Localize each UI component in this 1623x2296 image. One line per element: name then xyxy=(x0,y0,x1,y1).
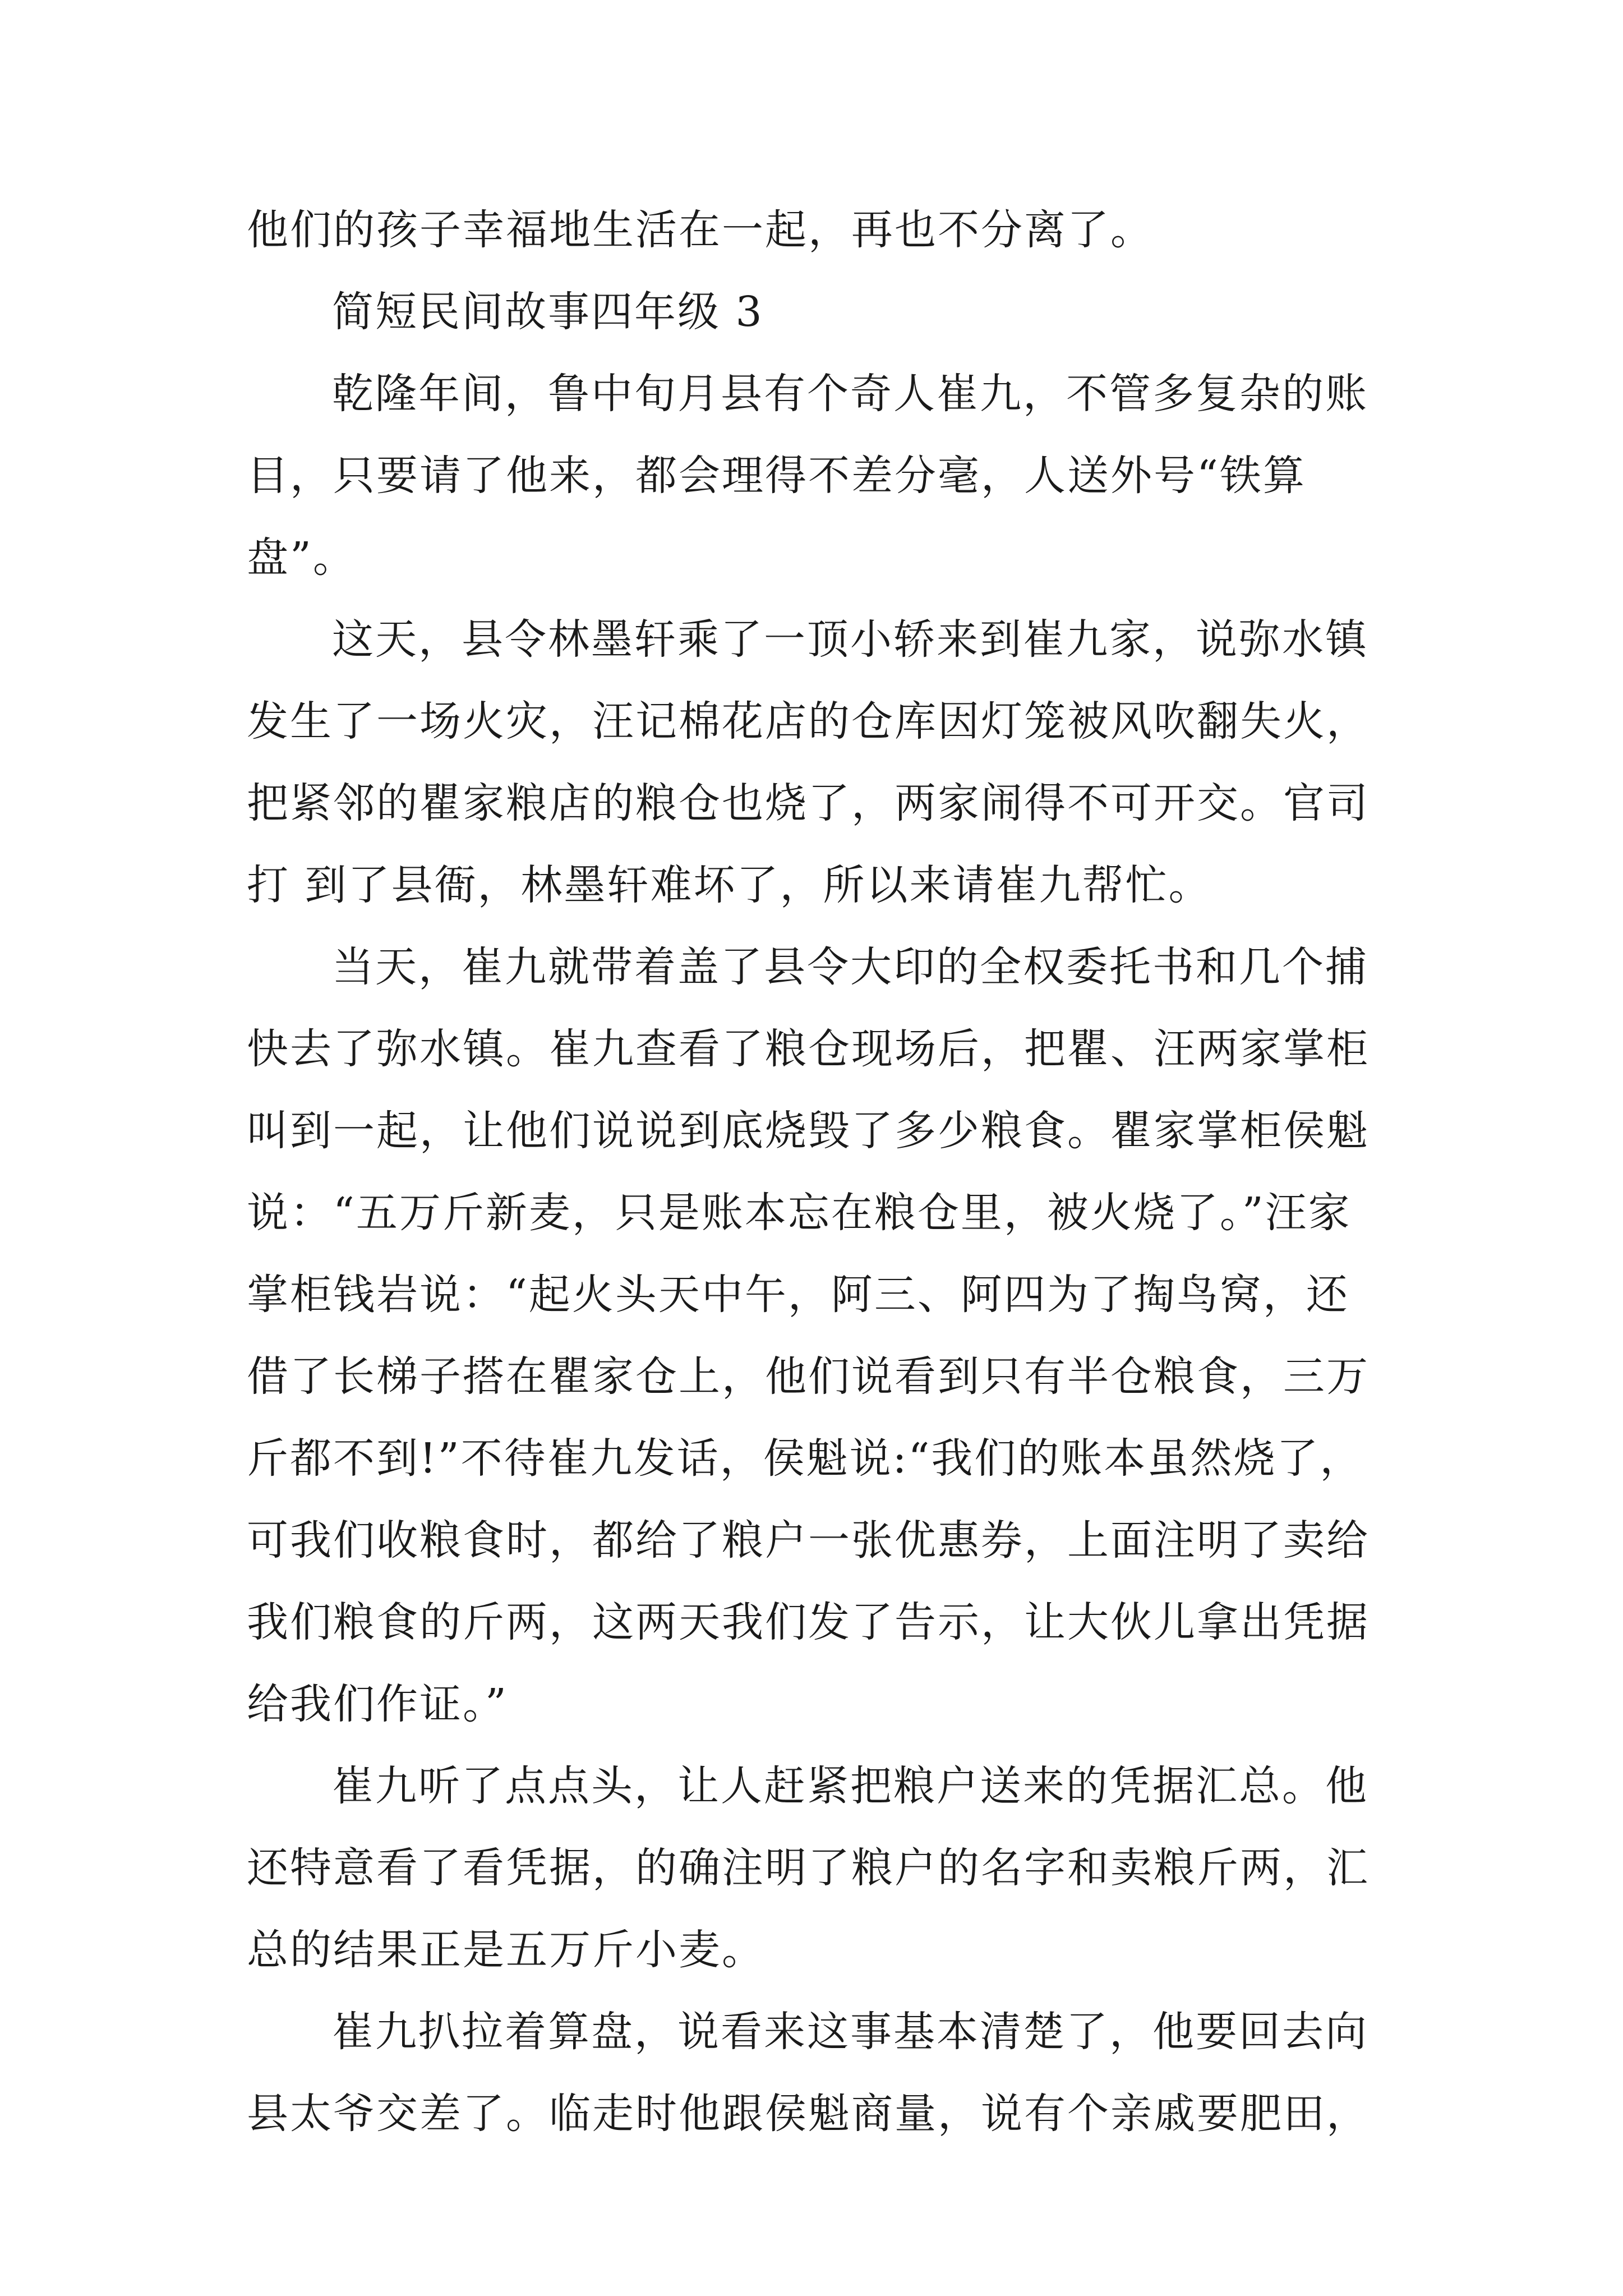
text-line: 我们粮食的斤两，这两天我们发了告示，让大伙儿拿出凭据 xyxy=(247,1598,1370,1646)
text-line: 目，只要请了他来，都会理得不差分毫，人送外号“铁算 xyxy=(247,452,1306,500)
text-line: 说：“五万斤新麦，只是账本忘在粮仓里，被火烧了。”汪家 xyxy=(247,1189,1352,1237)
text-line: 乾隆年间，鲁中旬月县有个奇人崔九，不管多复杂的账 xyxy=(332,370,1368,418)
text-line: 可我们收粮食时，都给了粮户一张优惠券，上面注明了卖给 xyxy=(247,1516,1370,1565)
text-line: 借了长梯子搭在瞿家仓上，他们说看到只有半仓粮食，三万 xyxy=(247,1352,1370,1401)
text-line: 崔九扒拉着算盘，说看来这事基本清楚了，他要回去向 xyxy=(332,2008,1368,2056)
text-line: 快去了弥水镇。崔九查看了粮仓现场后，把瞿、汪两家掌柜 xyxy=(247,1025,1370,1073)
text-line: 打 到了县衙，林墨轩难坏了，所以来请崔九帮忙。 xyxy=(247,861,1212,909)
text-line: 叫到一起，让他们说说到底烧毁了多少粮食。瞿家掌柜侯魁 xyxy=(247,1107,1370,1155)
text-line: 他们的孩子幸福地生活在一起，再也不分离了。 xyxy=(247,206,1154,254)
text-line: 县太爷交差了。临走时他跟侯魁商量，说有个亲戚要肥田， xyxy=(247,2090,1370,2138)
text-line: 总的结果正是五万斤小麦。 xyxy=(247,1926,765,1974)
text-line: 把紧邻的瞿家粮店的粮仓也烧了，两家闹得不可开交。官司 xyxy=(247,779,1370,827)
text-line: 给我们作证。” xyxy=(247,1680,508,1728)
document-body xyxy=(247,202,1385,2168)
text-line: 掌柜钱岩说：“起火头天中午，阿三、阿四为了掏鸟窝，还 xyxy=(247,1271,1349,1319)
text-line: 当天，崔九就带着盖了县令大印的全权委托书和几个捕 xyxy=(332,943,1368,991)
text-line: 斤都不到!”不待崔九发话，侯魁说:“我们的账本虽然烧了， xyxy=(247,1434,1363,1483)
section-heading: 简短民间故事四年级 3 xyxy=(332,288,764,336)
text-line: 发生了一场火灾，汪记棉花店的仓库因灯笼被风吹翻失火， xyxy=(247,697,1370,746)
text-line: 这天，县令林墨轩乘了一顶小轿来到崔九家，说弥水镇 xyxy=(332,615,1368,664)
text-line: 崔九听了点点头，让人赶紧把粮户送来的凭据汇总。他 xyxy=(332,1762,1368,1810)
text-line: 盘”。 xyxy=(247,533,356,582)
text-line: 还特意看了看凭据，的确注明了粮户的名字和卖粮斤两，汇 xyxy=(247,1844,1370,1892)
